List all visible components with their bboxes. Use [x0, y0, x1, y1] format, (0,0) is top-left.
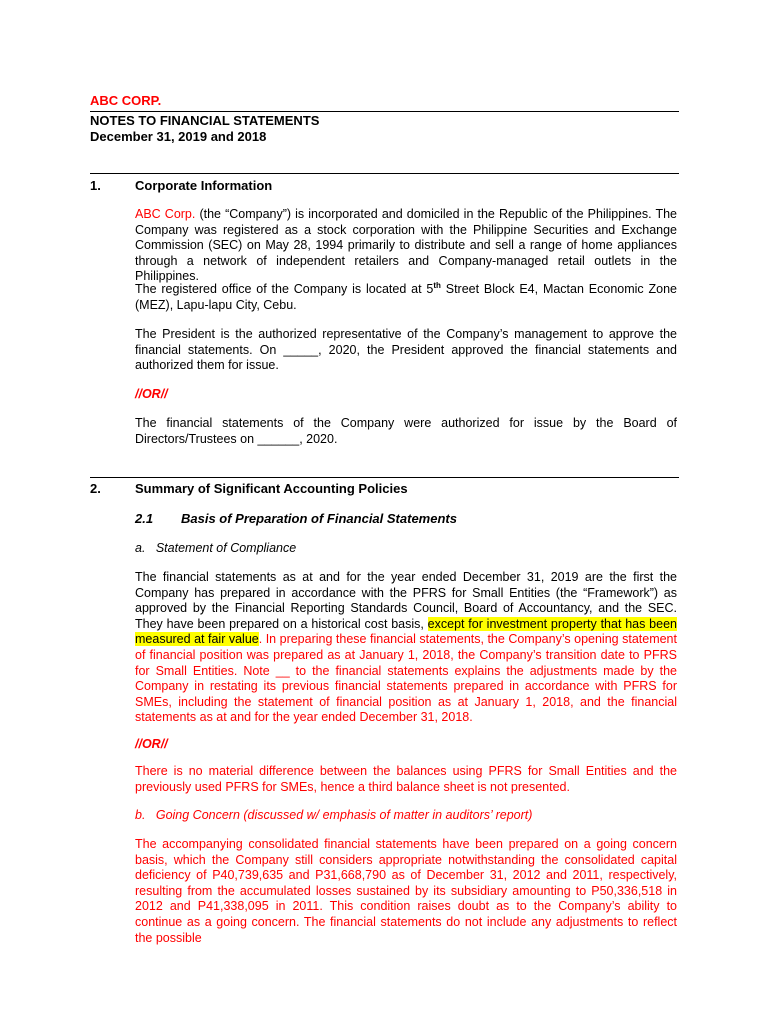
statement-of-compliance-heading: a. Statement of Compliance [135, 541, 297, 555]
or-marker-2: //OR// [135, 737, 168, 751]
balances-paragraph: There is no material difference between the balances using PFRS for Small Entities and the previously used PFRS for SMEs, hence a third balance sheet is not presented. [135, 764, 677, 794]
section-1-number: 1. [90, 178, 101, 193]
company-name: ABC CORP. [90, 93, 162, 108]
or-marker: //OR// [135, 387, 168, 401]
section-2-title: Summary of Significant Accounting Policies [135, 481, 408, 496]
section-2-number: 2. [90, 481, 101, 496]
document-title: NOTES TO FINANCIAL STATEMENTS [90, 113, 320, 128]
section-2-divider [90, 477, 679, 478]
going-concern-paragraph: The accompanying consolidated financial statements have been prepared on a going concern basis, which the Company still considers appropriate notwithstanding the consolidated capital deficiency of P40,739,635 and P31,668,790 as of December 31, 2012 and 2011, respectively, resulting from the accumulated losses sustained by its subsidiary amounting to P50,336,518 in 2012 and P41,338,095 in 2011. This condition raises doubt as to the Company’s ability to continue as a going concern. The financial statements do not include any adjustments to reflect the possible [135, 837, 677, 945]
going-concern-heading: b. Going Concern (discussed w/ emphasis of matter in auditors’ report) [135, 808, 533, 822]
document-period: December 31, 2019 and 2018 [90, 129, 267, 144]
company-reference: ABC Corp. [135, 207, 196, 221]
subsection-number: 2.1 [135, 511, 154, 526]
board-authorization-paragraph: The financial statements of the Company were authorized for issue by the Board of Directors/Trustees on ______, 2020. [135, 416, 677, 446]
subsection-title: Basis of Preparation of Financial Statements [181, 511, 457, 526]
registered-office-paragraph: The registered office of the Company is located at 5th Street Block E4, Mactan Economic Zone (MEZ), Lapu-lapu City, Cebu. [135, 280, 677, 312]
corporate-info-paragraph: ABC Corp. (the “Company”) is incorporated and domiciled in the Republic of the Philippines. The Company was registered as a stock corporation with the Philippine Securities and Exchange Commission (SEC) on May 28, 1994 primarily to distribute and sell a range of home appliances through a network of independent retailers and Company-managed retail outlets in the Philippines. [135, 207, 677, 284]
highlighted-text: except for investment property that has been measured at fair value [135, 616, 677, 647]
section-1-title: Corporate Information [135, 178, 273, 193]
header-divider [90, 111, 679, 112]
section-1-divider [90, 173, 679, 174]
authorization-paragraph: The President is the authorized representative of the Company’s management to approve the financial statements. On _____, 2020, the President approved the financial statements and authorized them for issue. [135, 327, 677, 373]
compliance-paragraph: The financial statements as at and for the year ended December 31, 2019 are the first the Company has prepared in accordance with the PFRS for Small Entities (the “Framework”) as approved by the Financial Reporting Standards Council, Board of Accountancy, and the SEC. They have been prepared on a historical cost basis, except for investment property that has been measured at fair value. In preparing these financial statements, the Company’s opening statement of financial position was prepared as at January 1, 2018, the Company’s transition date to PFRS for Small Entities. Note __ to the financial statements explains the adjustments made by the Company in restating its previous financial statements prepared in accordance with PFRS for SMEs, including the statement of financial position as at January 1, 2018, and the financial statements as at and for the year ended December 31, 2018. [135, 570, 677, 725]
